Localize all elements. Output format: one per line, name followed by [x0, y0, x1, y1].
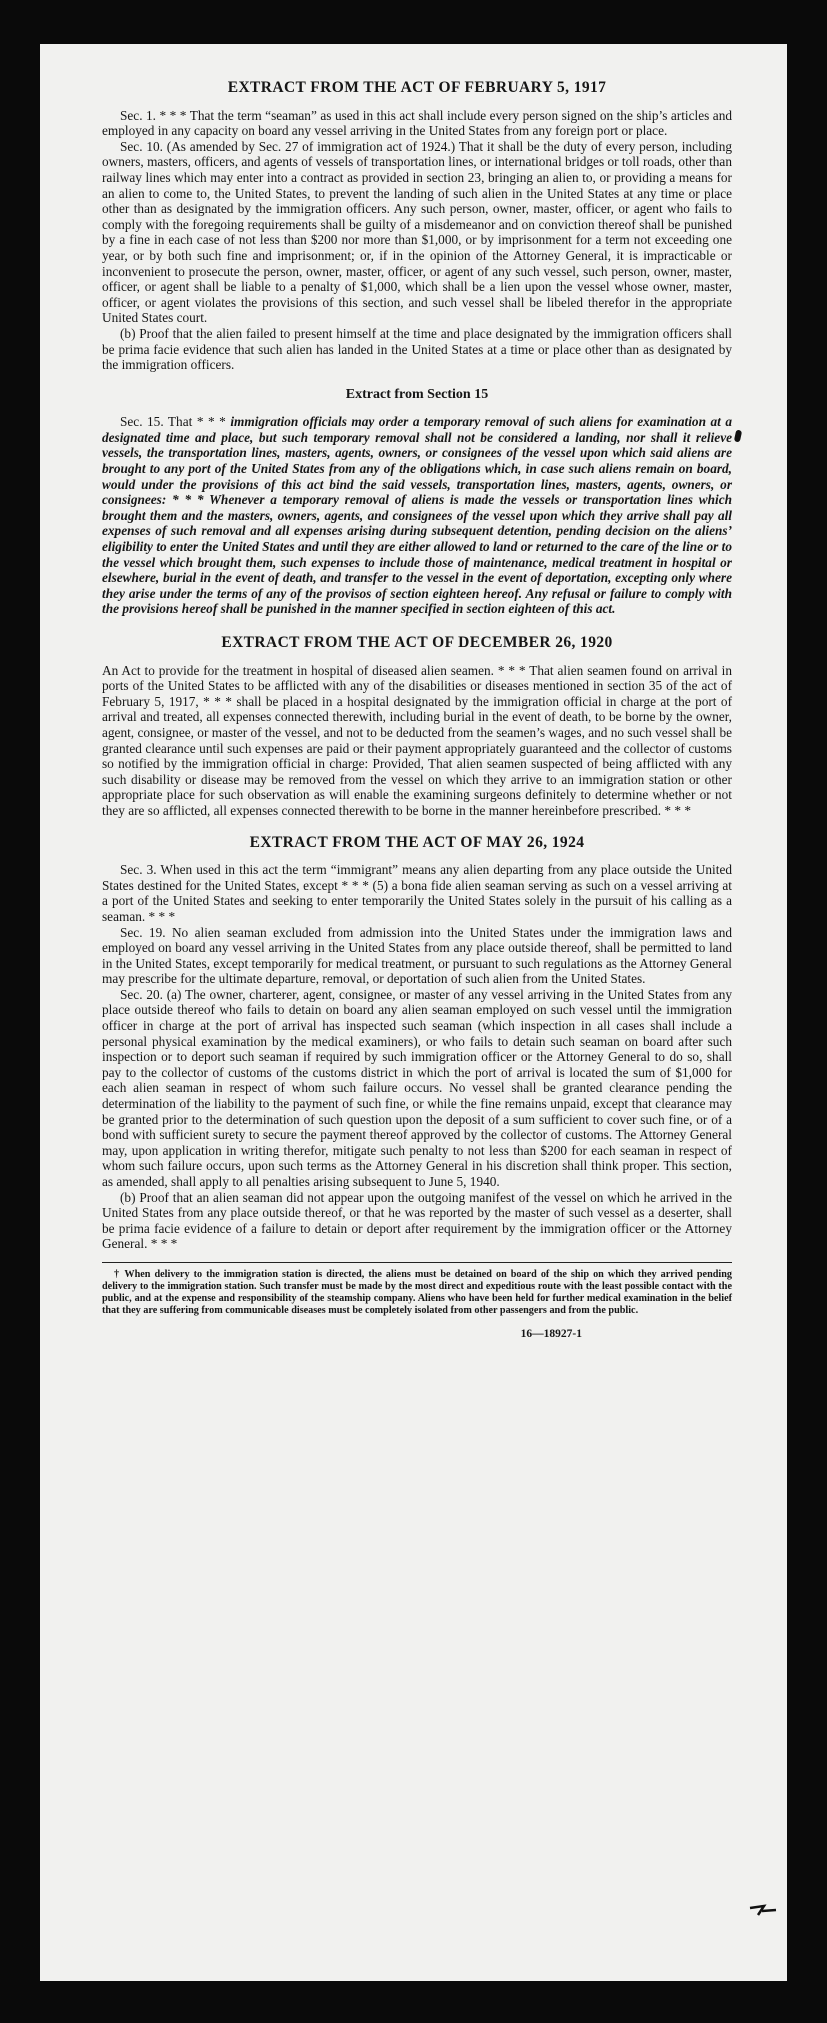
paragraph-proof-b-1924: (b) Proof that an alien seaman did not appear upon the outgoing manifest of the vessel on which he arrived in the United States from any place outside thereof, or that he was reported by the master of such vessel as a deserter, shall be prima facie evidence of a failure to detain or deport after requirement by the immigration officer or the Attorney General. * * * — [102, 1189, 732, 1252]
heading-act-1917: EXTRACT FROM THE ACT OF FEBRUARY 5, 1917 — [227, 79, 607, 96]
footnote-text: † When delivery to the immigration station is directed, the aliens must be detained on board of the ship on which they arrived pending delivery to the immigration station. Such transfer must be made by the most direct and expeditious route with the least possible contact with the public, and at the expense and responsibility of the steamship company. Aliens who have been held for further medical examination in the belief that they are suffering from communicable diseases must be completely isolated from other passengers and from the public. — [102, 1268, 732, 1316]
footnote-divider — [102, 1262, 732, 1263]
paragraph-act-1920: An Act to provide for the treatment in hospital of diseased alien seamen. * * * That alien seamen found on arrival in ports of the United States to be afflicted with any of the disabilities or diseases mentioned in section 35 of the act of February 5, 1917, * * * shall be placed in a hospital designated by the immigration official in charge at the port of arrival and treated, all expenses connected therewith, including burial in the event of death, to be borne by the owner, agent, consignee, or master of the vessel, and not to be deducted from the seamen’s wages, and no such vessel shall be granted clearance until such expenses are paid or their payment appropriately guaranteed and the collector of customs so notified by the immigration official in charge: Provided, That alien seamen suspected of being afflicted with any such disability or disease may be removed from the vessel on which they arrive to an immigration station or other appropriate place for such observation as will enable the examining surgeons definitely to determine whether or not they are so afflicted, all expenses connected therewith to be borne in the manner hereinbefore prescribed. * * * — [102, 662, 732, 818]
paragraph-sec-15 — [102, 414, 732, 617]
sec-15-italic-text: immigration officials may order a temporary removal of such aliens for examination at a designated time and place, but such temporary removal shall not be considered a landing, nor shall it relieve vessels, the transportation lines, masters, agents, owners, or consignees of the vessel upon which said aliens are brought to any port of the United States from any of the obligations which, in case such aliens remain on board, would under the provisions of this act bind the said vessels, transportation lines, masters, agents, owners, or consignees: * * * Whenever a temporary removal of aliens is made the vessels or transportation lines which brought them and the masters, owners, agents, and consignees of the vessel upon which they arrive shall pay all expenses of such removal and all expenses arising during subsequent detention, pending decision on the aliens’ eligibility to enter the United States and until they are either allowed to land or returned to the care of the line or to the vessel which brought them, such expenses to include those of maintenance, medical treatment in hospital or elsewhere, burial in the event of death, and transfer to the vessel in the event of deportation, excepting only where they arise under the terms of any of the provisos of section eighteen hereof. Any refusal or failure to comply with the provisions hereof shall be punished in the manner specified in section eighteen of this act. — [102, 414, 732, 617]
handwritten-mark — [748, 1902, 778, 1918]
paragraph-sec-10: Sec. 10. (As amended by Sec. 27 of immigration act of 1924.) That it shall be the duty of every person, including owners, masters, officers, and agents of vessels of transportation lines, or international bridges or toll roads, other than railway lines which may enter into a contract as provided in section 23, bringing an alien to, or providing a means for an alien to come to, the United States, to prevent the landing of such alien in the United States at any time or place other than as designated by the immigration officers. Any such person, owner, master, officer, or agent who fails to comply with the foregoing requirements shall be guilty of a misdemeanor and on conviction thereof shall be punished by a fine in each case of not less than $200 nor more than $1,000, or by imprisonment for a term not exceeding one year, or by both such fine and imprisonment; or, if in the opinion of the Attorney General, it is impracticable or inconvenient to prosecute the person, owner, master, officer, or agent of any such vessel, such person, owner, master, officer, or agent shall be liable to a penalty of $1,000, which shall be a lien upon the vessel whose owner, master, officer, or agent violates the provisions of this section, and such vessel shall be libeled therefor in the appropriate United States court. — [102, 138, 732, 326]
heading-section-15: Extract from Section 15 — [345, 386, 489, 402]
heading-act-1920: EXTRACT FROM THE ACT OF DECEMBER 26, 1920 — [221, 634, 613, 651]
paragraph-sec-20: Sec. 20. (a) The owner, charterer, agent, consignee, or master of any vessel arriving in the United States from any place outside thereof who fails to detain on board any alien seaman employed on such vessel until the immigration officer in charge at the port of arrival has inspected such seaman (which inspection in all cases shall include a personal physical examination by the medical examiners), or who fails to detain such seaman on board after such inspection or to deport such seaman if required by such immigration officer or the Attorney General to do so, shall pay to the collector of customs of the customs district in which the port of arrival is located the sum of $1,000 for each alien seaman in respect of whom such failure occurs. No vessel shall be granted clearance pending the determination of the liability to the payment of such fine, or while the fine remains unpaid, except that clearance may be granted prior to the determination of such question upon the deposit of a sum sufficient to cover such fine, or of a bond with sufficient surety to secure the payment thereof approved by the collector of customs. The Attorney General may, upon application in writing therefor, mitigate such penalty to not less than $200 for each seaman in respect of whom such failure occurs, upon such terms as the Attorney General in his discretion shall think proper. This section, as amended, shall apply to all penalties arising subsequent to June 5, 1940. — [102, 986, 732, 1189]
paragraph-sec-19: Sec. 19. No alien seaman excluded from admission into the United States under the immigration laws and employed on board any vessel arriving in the United States from any place outside thereof, shall be permitted to land in the United States, except temporarily for medical treatment, or pursuant to such regulations as the Attorney General may prescribe for the ultimate departure, removal, or deportation of such alien from the United States. — [102, 924, 732, 987]
document-code: 16—18927-1 — [520, 1327, 582, 1340]
document-body — [102, 80, 732, 1343]
footnote — [102, 1269, 732, 1317]
paragraph-sec-1: Sec. 1. * * * That the term “seaman” as used in this act shall include every person signed on the ship’s articles and employed in any capacity on board any vessel arriving in the United States from any foreign port or place. — [102, 107, 732, 139]
heading-act-1924: EXTRACT FROM THE ACT OF MAY 26, 1924 — [249, 833, 585, 851]
paragraph-sec-3: Sec. 3. When used in this act the term “immigrant” means any alien departing from any place outside the United States destined for the United States, except * * * (5) a bona fide alien seaman serving as such on a vessel arriving at a port of the United States and seeking to enter temporarily the United States solely in the pursuit of his calling as a seaman. * * * — [102, 862, 732, 924]
sec-15-lead: Sec. 15. That * * * — [120, 414, 231, 430]
paragraph-proof-b: (b) Proof that the alien failed to present himself at the time and place designated by the immigration officers shall be prima facie evidence that such alien has landed in the United States at a time or place other than as designated by the immigration officers. — [102, 325, 732, 373]
